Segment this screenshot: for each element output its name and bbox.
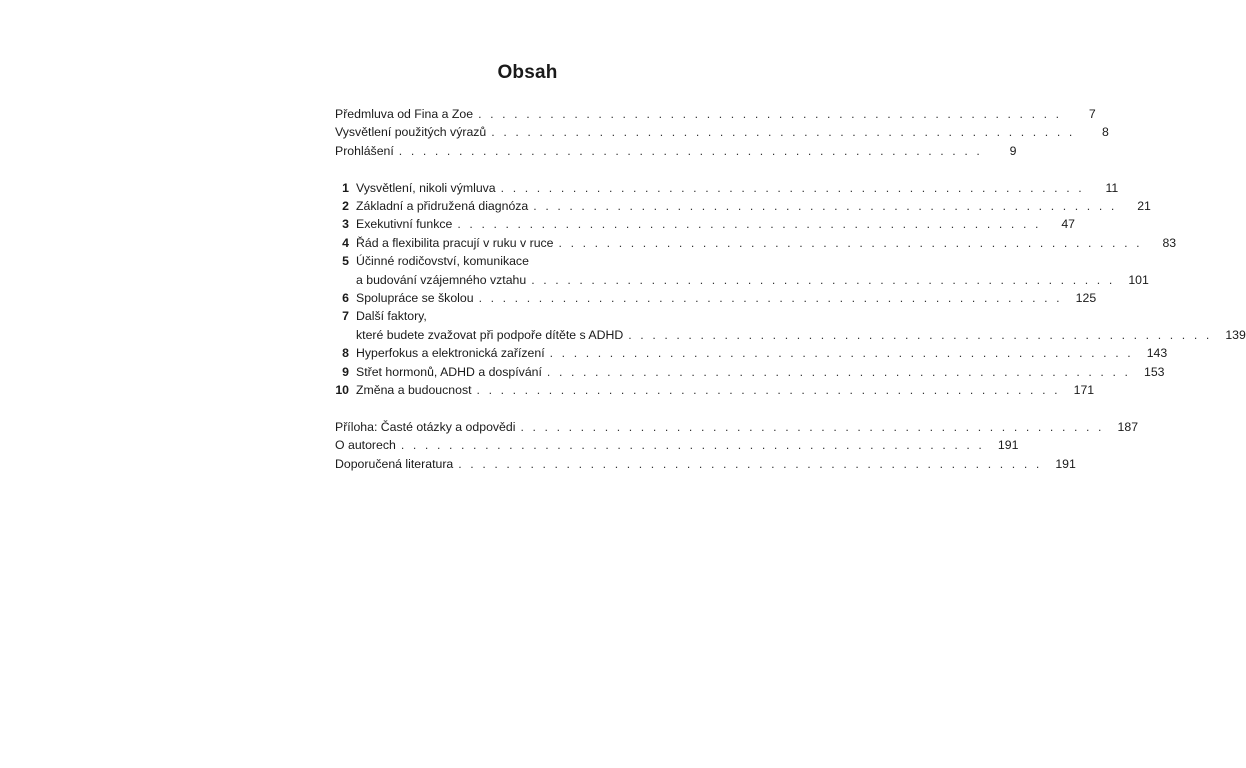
toc-chapter-4: [335, 234, 1177, 252]
toc-entry-appendix: [335, 418, 1139, 436]
chapter-number: 3: [342, 217, 349, 232]
dot-leader: . . . . . . . . . . . . . . . . . . . . . . . . . . . . . . . . . . . . . . . . . . . . . . . . .: [458, 456, 1042, 471]
dot-leader: . . . . . . . . . . . . . . . . . . . . . . . . . . . . . . . . . . . . . . . . . . . . . . . . .: [398, 143, 983, 158]
front-matter-group: [335, 105, 1109, 160]
entry-title: Předmluva od Fina a Zoe: [335, 107, 474, 121]
chapter-page-number: 143: [1146, 346, 1168, 361]
dot-leader: . . . . . . . . . . . . . . . . . . . . . . . . . . . . . . . . . . . . . . . . . . . . . . . . .: [500, 180, 1085, 195]
chapter-title: Exekutivní funkce: [356, 217, 453, 232]
toc-chapter-6: [335, 289, 1097, 307]
chapter-page-number: 83: [1162, 235, 1177, 250]
dot-leader: . . . . . . . . . . . . . . . . . . . . . . . . . . . . . . . . . . . . . . . . . . . . . . . . .: [400, 438, 985, 453]
toc-entry-foreword: [335, 105, 1096, 123]
toc-entry-disclaimer: [335, 142, 1017, 160]
entry-page-number: 7: [1088, 107, 1096, 121]
chapter-title: Změna a budoucnost: [356, 382, 472, 397]
toc-chapter-5-line-1: [335, 252, 720, 270]
dot-leader: . . . . . . . . . . . . . . . . . . . . . . . . . . . . . . . . . . . . . . . . . . . . . . . . .: [478, 107, 1062, 121]
chapter-page-number: 139: [1225, 327, 1246, 342]
chapter-title: Účinné rodičovství, komunikace: [356, 254, 529, 269]
dot-leader: . . . . . . . . . . . . . . . . . . . . . . . . . . . . . . . . . . . . . . . . . . . . . . . . .: [491, 125, 1075, 140]
chapter-page-number: 47: [1061, 217, 1075, 232]
chapter-number: 5: [342, 254, 349, 269]
chapter-page-number: 153: [1144, 364, 1165, 379]
dot-leader: . . . . . . . . . . . . . . . . . . . . . . . . . . . . . . . . . . . . . . . . . . . . . . . . .: [476, 382, 1061, 397]
page-title: Obsah: [497, 62, 558, 83]
chapter-number: 1: [342, 180, 349, 195]
chapter-page-number: 11: [1105, 180, 1119, 195]
dot-leader: . . . . . . . . . . . . . . . . . . . . . . . . . . . . . . . . . . . . . . . . . . . . . . . . .: [549, 346, 1134, 361]
chapter-number: 2: [342, 199, 349, 214]
chapter-title: Další faktory,: [356, 309, 427, 324]
chapter-number: 4: [342, 235, 349, 250]
chapter-number: 8: [342, 346, 349, 361]
entry-page-number: 8: [1102, 125, 1109, 140]
dot-leader: . . . . . . . . . . . . . . . . . . . . . . . . . . . . . . . . . . . . . . . . . . . . . . . . .: [457, 217, 1041, 232]
toc-chapter-2: [335, 197, 1151, 215]
dot-leader: . . . . . . . . . . . . . . . . . . . . . . . . . . . . . . . . . . . . . . . . . . . . . . . . .: [558, 235, 1143, 250]
toc-chapter-9: [335, 363, 1165, 381]
toc-chapter-8: [335, 344, 1168, 362]
chapter-title-continued: které budete zvažovat při podpoře dítěte s ADHD: [356, 327, 624, 342]
toc-entry-recommended-reading: [335, 455, 1076, 473]
chapter-title: Hyperfokus a elektronická zařízení: [356, 346, 545, 361]
entry-page-number: 191: [1055, 456, 1076, 471]
back-matter-group: [335, 418, 1139, 473]
toc-chapter-10: [335, 381, 1095, 399]
dot-leader: . . . . . . . . . . . . . . . . . . . . . . . . . . . . . . . . . . . . . . . . . . . . . . . . .: [478, 291, 1063, 306]
dot-leader: . . . . . . . . . . . . . . . . . . . . . . . . . . . . . . . . . . . . . . . . . . . . . . . . .: [546, 364, 1131, 379]
entry-title: Prohlášení: [335, 143, 394, 158]
entry-title: Příloha: Časté otázky a odpovědi: [335, 419, 516, 434]
toc-chapter-5-line-2: [335, 271, 1149, 289]
entry-page-number: 187: [1117, 419, 1139, 434]
dot-leader: . . . . . . . . . . . . . . . . . . . . . . . . . . . . . . . . . . . . . . . . . . . . . . . . .: [531, 272, 1115, 287]
dot-leader: . . . . . . . . . . . . . . . . . . . . . . . . . . . . . . . . . . . . . . . . . . . . . . . . .: [533, 199, 1117, 214]
chapter-title: Vysvětlení, nikoli výmluva: [356, 180, 496, 195]
toc-entry-glossary: [335, 123, 1109, 141]
chapter-number: 6: [342, 291, 349, 306]
chapter-page-number: 125: [1075, 291, 1097, 306]
chapter-title: Střet hormonů, ADHD a dospívání: [356, 364, 542, 379]
chapter-page-number: 21: [1137, 199, 1151, 214]
entry-title: Vysvětlení použitých výrazů: [335, 125, 487, 140]
chapter-title: Řád a flexibilita pracují v ruku v ruce: [356, 235, 554, 250]
toc-chapter-7-line-1: [335, 307, 720, 325]
dot-leader: . . . . . . . . . . . . . . . . . . . . . . . . . . . . . . . . . . . . . . . . . . . . . . . . .: [628, 327, 1212, 342]
chapters-group: [335, 179, 1246, 400]
entry-page-number: 191: [997, 438, 1019, 453]
chapter-page-number: 171: [1073, 382, 1095, 397]
toc-chapter-7-line-2: [335, 326, 1246, 344]
dot-leader: . . . . . . . . . . . . . . . . . . . . . . . . . . . . . . . . . . . . . . . . . . . . . . . . .: [520, 419, 1105, 434]
chapter-title: Základní a přidružená diagnóza: [356, 199, 529, 214]
entry-title: Doporučená literatura: [335, 456, 454, 471]
entry-page-number: 9: [1009, 143, 1017, 158]
toc-chapter-3: [335, 215, 1075, 233]
chapter-number: 10: [335, 382, 349, 397]
table-of-contents: [335, 105, 1246, 473]
entry-title: O autorech: [335, 438, 396, 453]
chapter-number: 9: [342, 364, 349, 379]
toc-chapter-1: [335, 179, 1119, 197]
chapter-title: Spolupráce se školou: [356, 291, 474, 306]
chapter-page-number: 101: [1128, 272, 1149, 287]
toc-entry-about-authors: [335, 436, 1019, 454]
chapter-number: 7: [342, 309, 349, 324]
chapter-title-continued: a budování vzájemného vztahu: [356, 272, 527, 287]
